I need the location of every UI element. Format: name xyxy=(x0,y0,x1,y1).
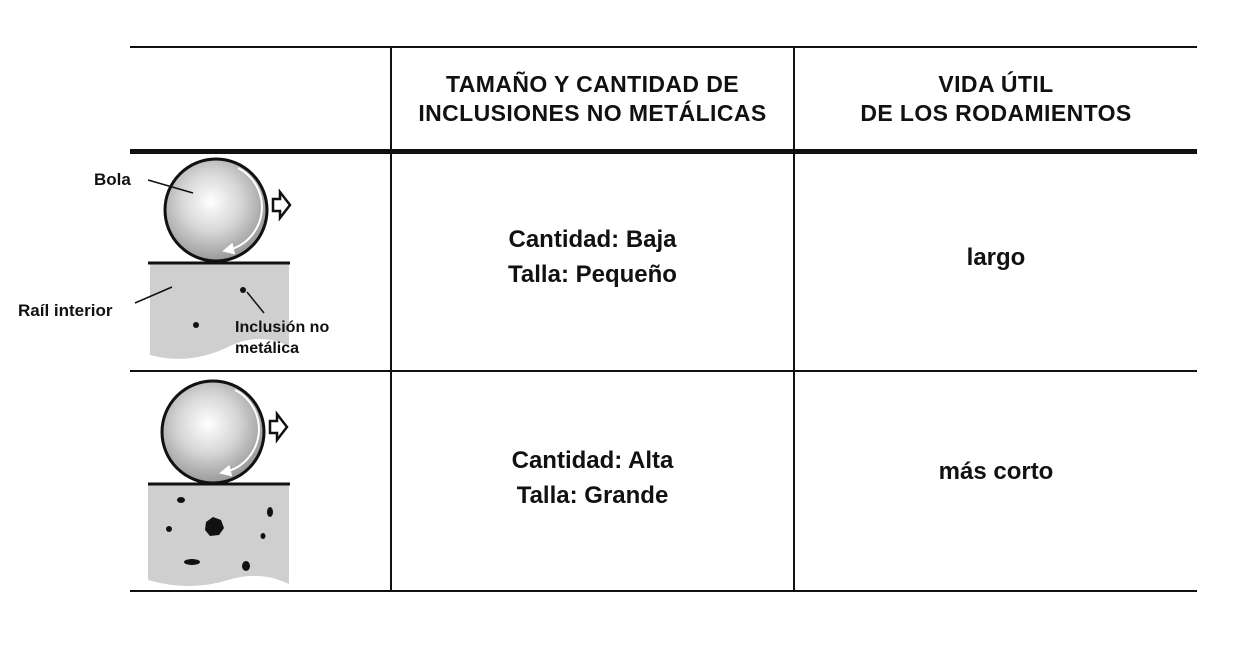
row2-direction-arrow-icon xyxy=(270,414,287,440)
row1-ball xyxy=(165,159,267,261)
inclusion-label-line2: metálica xyxy=(235,340,300,357)
row2-inclusion-dot xyxy=(177,497,185,503)
header-life-line1: VIDA ÚTIL xyxy=(938,70,1054,97)
row2-quantity: Cantidad: Alta xyxy=(511,447,674,474)
inner-ring-label: Raíl interior xyxy=(18,301,113,320)
header-life-line2: DE LOS RODAMIENTOS xyxy=(860,99,1132,126)
row2-life-value: más corto xyxy=(938,457,1054,485)
row2-inclusion-dot xyxy=(166,526,172,532)
row1-direction-arrow-icon xyxy=(273,192,290,218)
row2-inclusion-dot xyxy=(184,559,200,565)
row1-inclusion-dot xyxy=(193,322,199,328)
row1-life-value: largo xyxy=(966,243,1026,271)
header-inclusions-line1: TAMAÑO Y CANTIDAD DE xyxy=(446,70,739,97)
row2-inclusion-dot xyxy=(242,561,250,571)
inclusion-label-line1: Inclusión no xyxy=(235,319,330,336)
row1-quantity: Cantidad: Baja xyxy=(508,226,677,253)
header-inclusions-line2: INCLUSIONES NO METÁLICAS xyxy=(418,99,767,126)
row2-ball xyxy=(162,381,264,483)
row1-size: Talla: Pequeño xyxy=(508,261,677,288)
row2-size: Talla: Grande xyxy=(516,482,669,509)
row1-inclusion-dot xyxy=(240,287,246,293)
row2-inclusion-dot xyxy=(267,507,273,517)
row2-inclusion-dot xyxy=(261,533,266,539)
row2-figure xyxy=(148,381,290,586)
ball-label: Bola xyxy=(94,170,131,189)
